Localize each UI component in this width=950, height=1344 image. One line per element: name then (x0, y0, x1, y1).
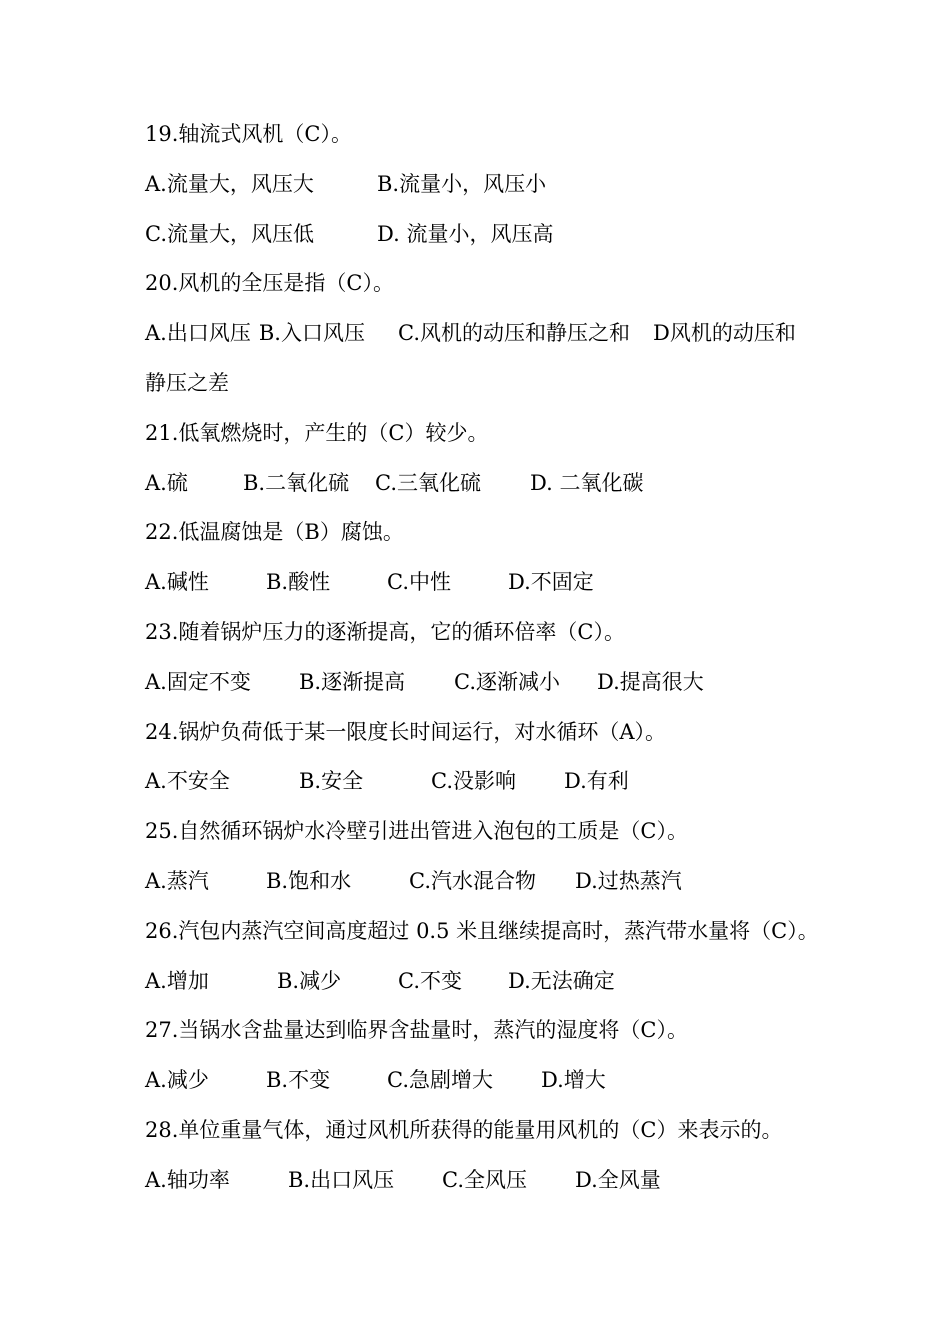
answer-option: D.全风量 (575, 1167, 661, 1192)
answer-option: A.不安全 (145, 769, 230, 794)
answer-option: C.急剧增大 (387, 1068, 493, 1093)
question-text: 24.锅炉负荷低于某一限度长时间运行，对水循环（A）。 (145, 719, 667, 744)
answer-option: B.酸性 (266, 570, 331, 595)
option-line (145, 957, 825, 1007)
answer-option: D.不固定 (508, 570, 594, 595)
answer-option: A.碱性 (145, 570, 209, 595)
answer-option: B.减少 (277, 968, 342, 993)
option-line (145, 160, 825, 210)
answer-option: B.逐渐提高 (299, 669, 406, 694)
answer-option: C.三氧化硫 (375, 470, 481, 495)
option-line (145, 459, 825, 509)
answer-option: D. 流量小，风压高 (377, 221, 554, 246)
question-text: 28.单位重量气体，通过风机所获得的能量用风机的（C）来表示的。 (145, 1117, 783, 1142)
answer-option: B.不变 (266, 1068, 331, 1093)
question-text: 19.轴流式风机（C）。 (145, 122, 352, 146)
answer-option: D. 二氧化碳 (530, 470, 644, 495)
option-line (145, 558, 825, 608)
answer-option: D.有利 (564, 769, 629, 794)
answer-option: A.蒸汽 (145, 868, 209, 893)
question-text: 27.当锅水含盐量达到临界含盐量时，蒸汽的湿度将（C）。 (145, 1018, 688, 1043)
answer-option: D.提高很大 (597, 669, 704, 694)
question-text: 20.风机的全压是指（C）。 (145, 271, 394, 296)
answer-option: B.流量小，风压小 (377, 171, 547, 196)
answer-option: C.不变 (398, 968, 462, 993)
document-page (145, 110, 825, 1206)
option-line (145, 658, 825, 708)
option-line (145, 757, 825, 807)
question-text: 25.自然循环锅炉水冷壁引进出管进入泡包的工质是（C）。 (145, 819, 688, 844)
option-line (145, 857, 825, 907)
answer-option: C.汽水混合物 (409, 868, 536, 893)
answer-option: A.增加 (145, 968, 209, 993)
answer-option: C.中性 (387, 570, 451, 595)
option-line (145, 309, 825, 359)
answer-option: C.风机的动压和静压之和 (398, 321, 630, 346)
answer-option: B.出口风压 (288, 1167, 395, 1192)
answer-option: D风机的动压和 (653, 321, 796, 346)
question-text: 26.汽包内蒸汽空间高度超过 0.5 米且继续提高时，蒸汽带水量将（C）。 (145, 918, 819, 943)
option-line (145, 1056, 825, 1106)
answer-option: C.逐渐减小 (454, 669, 560, 694)
answer-option: A.固定不变 (145, 669, 251, 694)
answer-option: D.无法确定 (508, 968, 615, 993)
answer-option: B.安全 (299, 769, 364, 794)
option-line (145, 359, 825, 409)
answer-option: D.增大 (541, 1068, 606, 1093)
answer-option: C.没影响 (431, 769, 516, 794)
answer-option: A.硫 (145, 470, 188, 495)
option-line (145, 210, 825, 260)
answer-option: D.过热蒸汽 (575, 868, 682, 893)
answer-option: A.流量大，风压大 (145, 171, 314, 196)
question-text: 23.随着锅炉压力的逐渐提高，它的循环倍率（C）。 (145, 619, 625, 644)
answer-option: A.减少 (145, 1068, 209, 1093)
answer-option: B.入口风压 (258, 321, 365, 346)
answer-option: 静压之差 (145, 370, 229, 395)
question-text: 21.低氧燃烧时，产生的（C）较少。 (145, 420, 489, 445)
answer-option: A.轴功率 (145, 1167, 230, 1192)
answer-option: B.饱和水 (266, 868, 352, 893)
answer-option: C.流量大，风压低 (145, 221, 314, 246)
answer-option: A.出口风压 (145, 321, 251, 346)
answer-option: B.二氧化硫 (243, 470, 350, 495)
answer-option: C.全风压 (442, 1167, 527, 1192)
question-text: 22.低温腐蚀是（B）腐蚀。 (145, 520, 404, 545)
option-line (145, 1156, 825, 1206)
